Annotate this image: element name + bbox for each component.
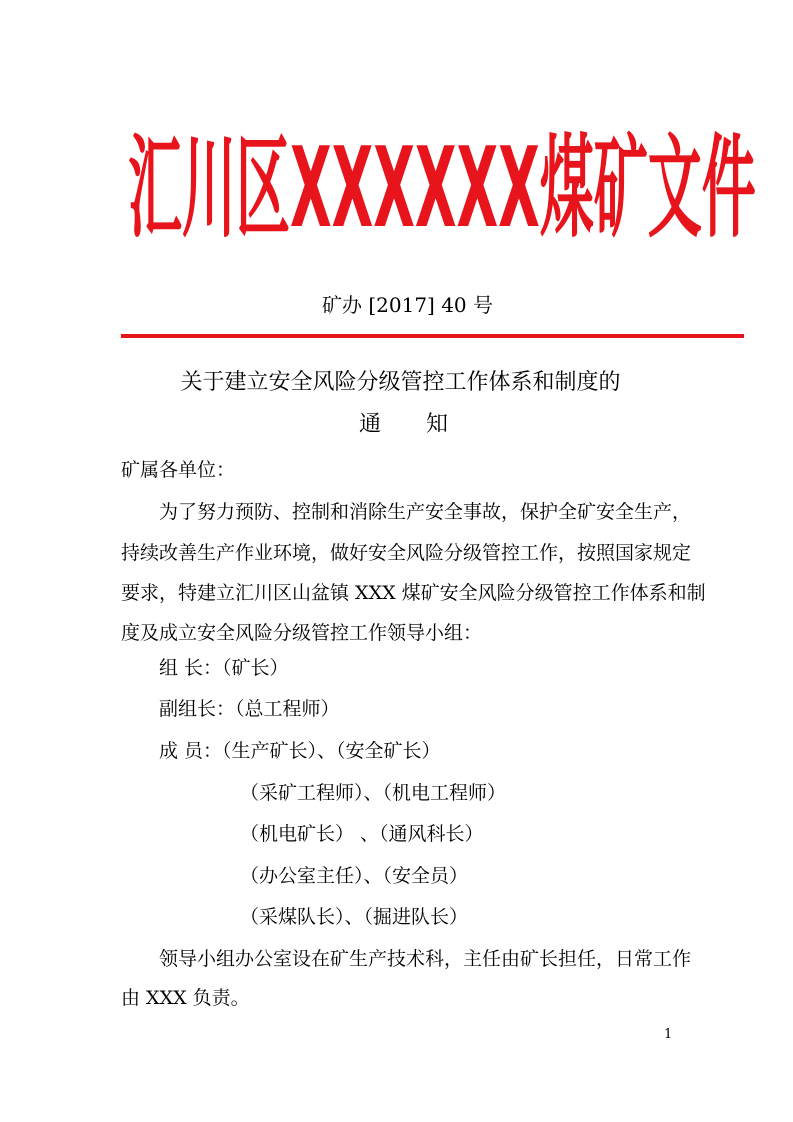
- members-line: （采矿工程师）、（机电工程师）: [240, 782, 507, 804]
- paragraph-line: 持续改善生产作业环境，做好安全风险分级管控工作，按照国家规定: [121, 542, 692, 564]
- members-line: （办公室主任）、（安全员）: [240, 865, 469, 887]
- paragraph-line: 为了努力预防、控制和消除生产安全事故，保护全矿安全生产，: [159, 501, 692, 523]
- document-number: 矿办 [2017] 40 号: [321, 293, 494, 317]
- members-line: （采煤队长）、（掘进队长）: [240, 906, 469, 928]
- org-title: 汇川区XXXXXX煤矿文件: [128, 124, 756, 254]
- paragraph-line: 要求，特建立汇川区山盆镇 XXX 煤矿安全风险分级管控工作体系和制: [121, 582, 706, 604]
- notice-title-line2: 通 知: [359, 412, 448, 437]
- document-header-title: [128, 124, 756, 256]
- group-leader: 组 长：（矿长）: [159, 657, 289, 679]
- members-line: （机电矿长） 、（通风科长）: [240, 823, 484, 845]
- page-number: 1: [664, 1027, 673, 1042]
- red-divider-line: [121, 334, 744, 338]
- closing-line: 领导小组办公室设在矿生产技术科，主任由矿长担任，日常工作: [159, 948, 692, 970]
- members-label: 成 员：（生产矿长）、（安全矿长）: [159, 740, 441, 762]
- notice-title-line1: 关于建立安全风险分级管控工作体系和制度的: [180, 370, 621, 395]
- deputy-leader: 副组长：（总工程师）: [159, 698, 340, 720]
- paragraph-line: 度及成立安全风险分级管控工作领导小组：: [121, 622, 483, 644]
- salutation: 矿属各单位：: [121, 459, 236, 481]
- closing-line: 由 XXX 负责。: [121, 987, 250, 1009]
